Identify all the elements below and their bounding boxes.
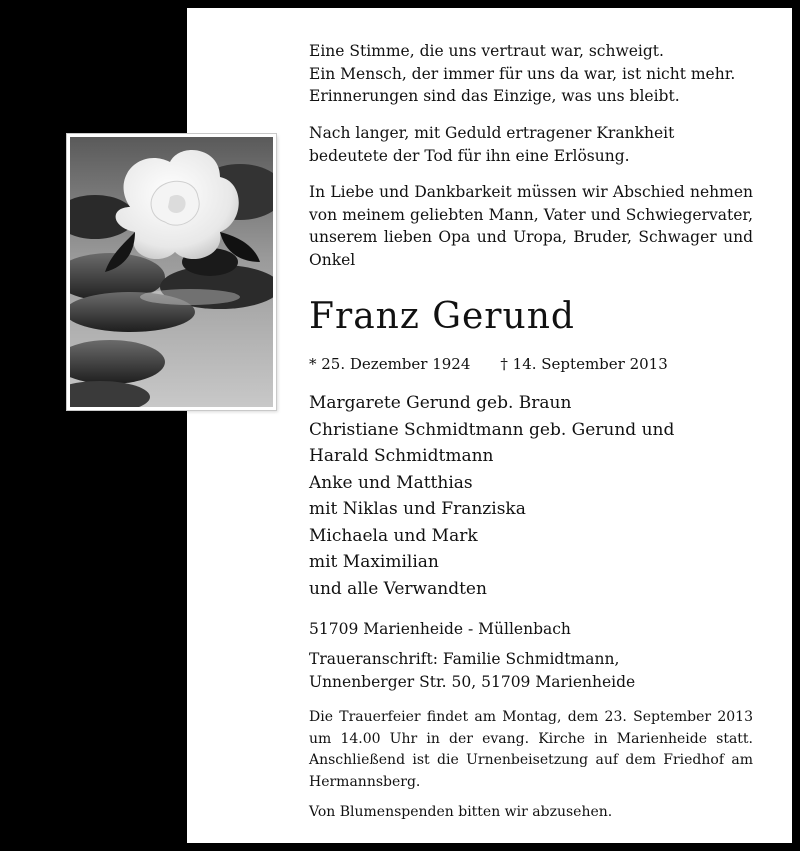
intro-line: Eine Stimme, die uns vertraut war, schweigt. bbox=[309, 42, 664, 60]
mourner-line: Michaela und Mark bbox=[309, 525, 478, 546]
mourning-address bbox=[309, 648, 764, 693]
mourner-line: Margarete Gerund geb. Braun bbox=[309, 393, 572, 413]
flower-on-stones-image bbox=[70, 137, 273, 407]
illness-line: Nach langer, mit Geduld ertragener Krankheit bbox=[309, 124, 675, 142]
mourner-line: mit Niklas und Franziska bbox=[309, 499, 526, 519]
mourners-list bbox=[309, 390, 764, 602]
intro-line: Erinnerungen sind das Einzige, was uns bleibt. bbox=[309, 87, 680, 106]
birth-date: * 25. Dezember 1924 bbox=[309, 355, 471, 373]
flowers-note: Von Blumenspenden bitten wir abzusehen. bbox=[309, 804, 613, 820]
illness-paragraph bbox=[309, 122, 764, 167]
intro-verse bbox=[309, 40, 764, 108]
black-side-band bbox=[0, 0, 187, 851]
farewell-paragraph: In Liebe und Dankbarkeit müssen wir Abschied nehmen von meinem geliebten Mann, Vater und Schwiegervater, unserem lieben Opa und Uropa, Bruder, Schwager und Onkel bbox=[309, 183, 753, 269]
place-line: 51709 Marienheide - Müllenbach bbox=[309, 620, 571, 638]
mourner-line: Anke und Matthias bbox=[309, 472, 473, 493]
ceremony-paragraph: Die Trauerfeier findet am Montag, dem 23. September 2013 um 14.00 Uhr in der evang. Kirche in Marienheide statt. Anschließend ist die Urnenbeisetzung auf dem Friedhof am Hermannsberg. bbox=[309, 709, 753, 790]
mourner-line: mit Maximilian bbox=[309, 552, 439, 572]
mourner-line: und alle Verwandten bbox=[309, 578, 487, 599]
address-line: Unnenberger Str. 50, 51709 Marienheide bbox=[309, 672, 636, 691]
gardenia-photo bbox=[67, 134, 276, 410]
deceased-name: Franz Gerund bbox=[309, 296, 575, 337]
intro-line: Ein Mensch, der immer für uns da war, ist nicht mehr. bbox=[309, 64, 736, 83]
life-dates bbox=[309, 354, 764, 374]
mourner-line: Christiane Schmidtmann geb. Gerund und bbox=[309, 419, 675, 440]
address-line: Traueranschrift: Familie Schmidtmann, bbox=[309, 650, 620, 668]
illness-line: bedeutete der Tod für ihn eine Erlösung. bbox=[309, 146, 630, 165]
death-date: † 14. September 2013 bbox=[500, 355, 668, 373]
mourner-line: Harald Schmidtmann bbox=[309, 446, 494, 466]
